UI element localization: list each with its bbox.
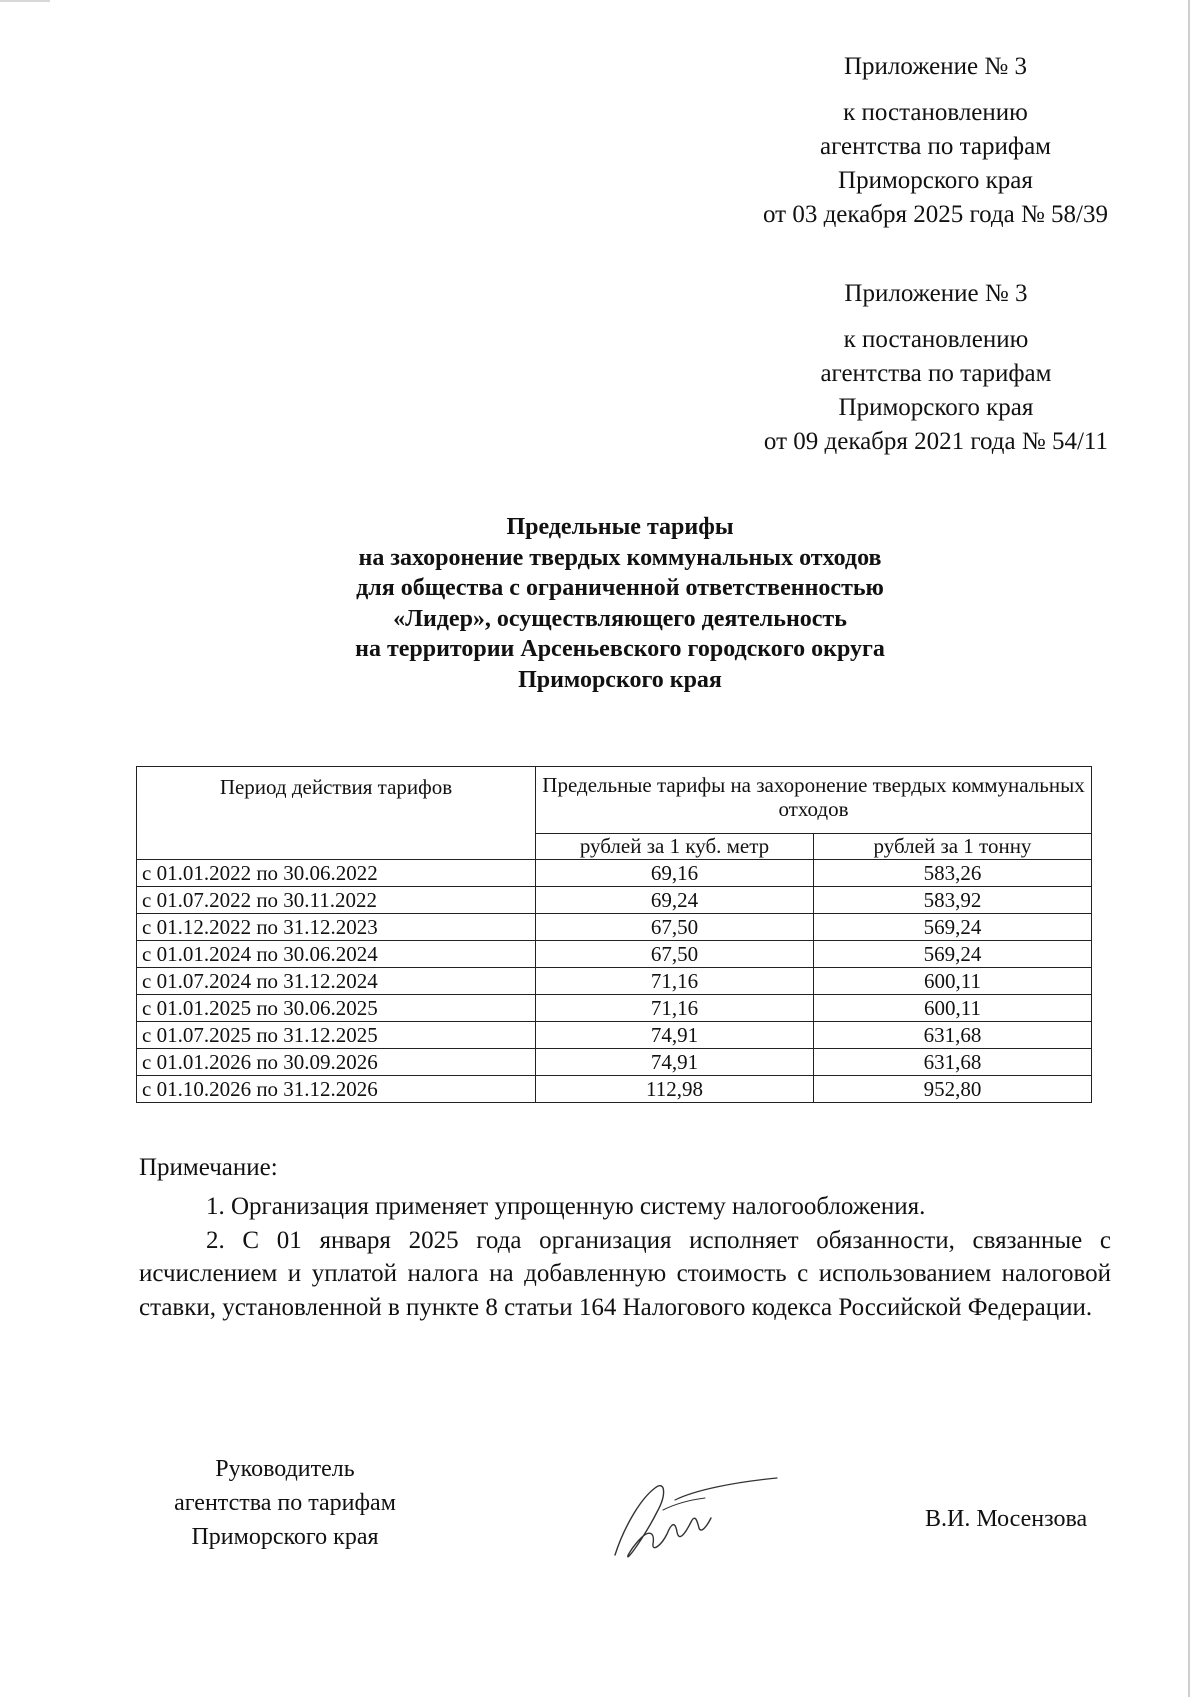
signer-name: В.И. Мосензова [925,1506,1088,1532]
appendix-date-line: от 03 декабря 2025 года № 58/39 [762,201,1108,228]
table-row [137,941,1092,968]
position-line: Руководитель [215,1456,355,1482]
note-items [139,1190,1111,1324]
heading-line: Приморского края [518,666,722,693]
period-cell: с 01.01.2022 по 30.06.2022 [137,860,536,887]
column-header-tariffs: Предельные тарифы на захоронение твердых коммунальных отходов [536,767,1092,834]
tariff-ton-cell: 631,68 [814,1022,1092,1049]
tariff-table [136,766,1092,1103]
appendix-line: Приморского края [838,167,1033,194]
period-cell: с 01.01.2024 по 30.06.2024 [137,941,536,968]
appendix-line: агентства по тарифам [819,133,1051,160]
table-row [137,1076,1092,1103]
appendix-line: к постановлению [843,99,1028,126]
scan-corner-mark [0,0,50,2]
period-cell: с 01.01.2026 по 30.09.2026 [137,1049,536,1076]
appendix-title: Приложение № 3 [844,280,1028,307]
heading-line: на захоронение твердых коммунальных отходов [358,544,882,571]
period-cell: с 01.07.2024 по 31.12.2024 [137,968,536,995]
appendix-original [764,277,1108,459]
appendix-date-line: от 09 декабря 2021 года № 54/11 [763,428,1108,455]
column-header-period: Период действия тарифов [137,767,536,860]
document-heading [0,512,1200,695]
tariff-ton-cell: 583,92 [814,887,1092,914]
table-row [137,995,1092,1022]
note-label: Примечание: [139,1154,278,1181]
tariff-ton-cell: 600,11 [814,995,1092,1022]
column-header-per-ton: рублей за 1 тонну [814,834,1092,860]
tariff-m3-cell: 67,50 [536,914,814,941]
table-row [137,1049,1092,1076]
handwritten-signature [605,1460,785,1570]
table-row [137,968,1092,995]
tariff-ton-cell: 569,24 [814,941,1092,968]
tariff-m3-cell: 69,16 [536,860,814,887]
appendix-title: Приложение № 3 [843,53,1027,80]
tariff-m3-cell: 74,91 [536,1022,814,1049]
note-item: 2. С 01 января 2025 года организация исполняет обязанности, связанные с исчислением и уплатой налога на добавленную стоимость с использованием налоговой ставки, установленной в пункте 8 статьи 164 Налогового кодекса Российской Федерации. [139,1226,1111,1321]
tariff-m3-cell: 112,98 [536,1076,814,1103]
tariff-m3-cell: 69,24 [536,887,814,914]
appendix-line: агентства по тарифам [820,360,1052,387]
tariff-ton-cell: 583,26 [814,860,1092,887]
position-line: агентства по тарифам [174,1490,396,1516]
period-cell: с 01.07.2025 по 31.12.2025 [137,1022,536,1049]
tariff-ton-cell: 631,68 [814,1049,1092,1076]
table-row [137,860,1092,887]
tariff-m3-cell: 71,16 [536,995,814,1022]
tariff-m3-cell: 67,50 [536,941,814,968]
tariff-m3-cell: 74,91 [536,1049,814,1076]
tariff-m3-cell: 71,16 [536,968,814,995]
period-cell: с 01.12.2022 по 31.12.2023 [137,914,536,941]
appendix-line: к постановлению [843,326,1029,353]
column-header-per-m3: рублей за 1 куб. метр [536,834,814,860]
heading-line: «Лидер», осуществляющего деятельность [393,605,847,632]
scan-edge-line [1188,0,1190,1697]
table-row [137,1022,1092,1049]
heading-line: Предельные тарифы [506,514,734,540]
table-row [137,887,1092,914]
tariff-ton-cell: 569,24 [814,914,1092,941]
period-cell: с 01.10.2026 по 31.12.2026 [137,1076,536,1103]
period-cell: с 01.01.2025 по 30.06.2025 [137,995,536,1022]
appendix-current [763,50,1108,232]
signatory-position [140,1452,430,1554]
tariff-ton-cell: 600,11 [814,968,1092,995]
heading-line: на территории Арсеньевского городского округа [355,636,885,662]
note-item: 1. Организация применяет упрощенную систему налогообложения. [206,1193,926,1220]
heading-line: для общества с ограниченной ответственностью [356,575,884,601]
position-line: Приморского края [191,1524,379,1550]
period-cell: с 01.07.2022 по 30.11.2022 [137,887,536,914]
table-row [137,914,1092,941]
appendix-line: Приморского края [838,394,1034,421]
tariff-ton-cell: 952,80 [814,1076,1092,1103]
